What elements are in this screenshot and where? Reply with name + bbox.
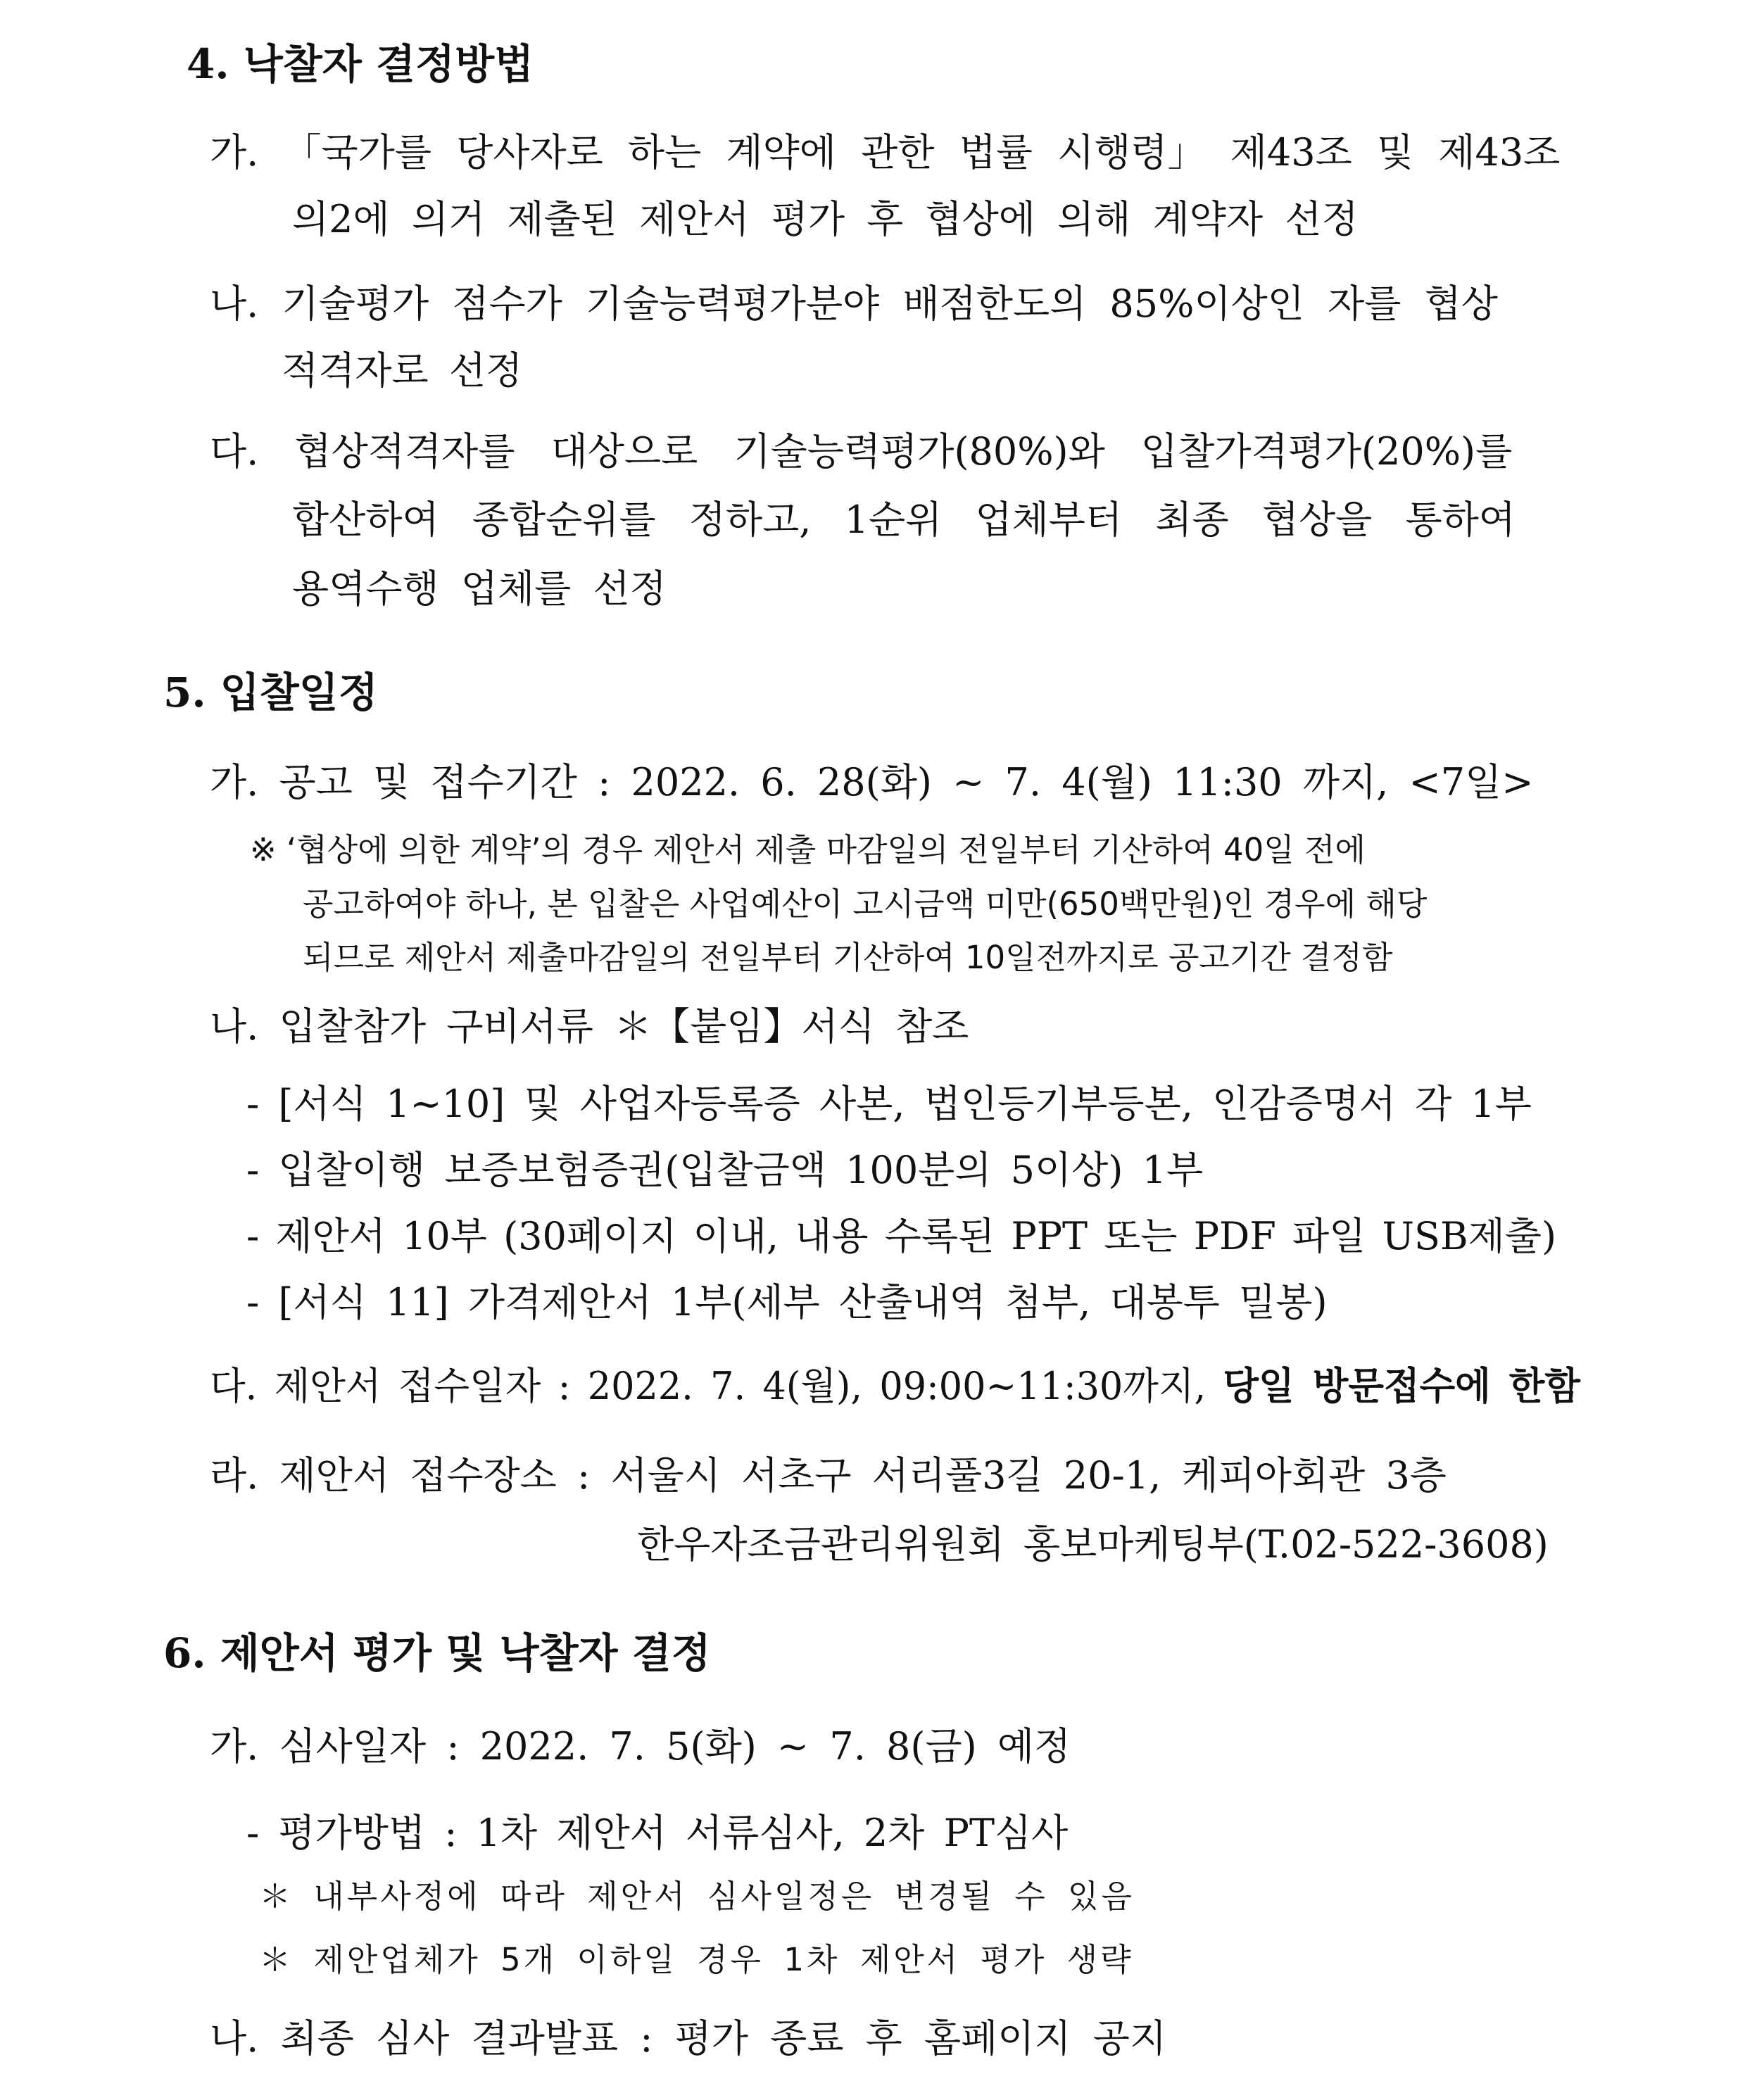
s6-ga-review-date: 가. 심사일자 : 2022. 7. 5(화) ~ 7. 8(금) 예정 [210, 1724, 1071, 1769]
section-5-heading: 5. 입찰일정 [163, 669, 378, 716]
s5-ra-location-line2: 한우자조금관리위원회 홍보마케팅부(T.02-522-3608) [637, 1522, 1549, 1567]
s5-doc-item-4: - [서식 11] 가격제안서 1부(세부 산출내역 첨부, 대봉투 밀봉) [246, 1280, 1328, 1324]
s6-star-note-1: ＊ 내부사정에 따라 제안서 심사일정은 변경될 수 있음 [259, 1878, 1135, 1915]
s4-ga-line2: 의2에 의거 제출된 제안서 평가 후 협상에 의해 계약자 선정 [292, 197, 1359, 241]
section-4-heading: 4. 낙찰자 결정방법 [187, 40, 534, 88]
s5-doc-item-3: - 제안서 10부 (30페이지 이내, 내용 수록된 PPT 또는 PDF 파일 USB제출) [246, 1214, 1557, 1258]
s5-da-text: 다. 제안서 접수일자 : 2022. 7. 4(월), 09:00~11:30까지, [210, 1364, 1207, 1408]
s5-note-line3: 되므로 제안서 제출마감일의 전일부터 기산하여 10일전까지로 공고기간 결정함 [303, 939, 1393, 976]
s4-na-line1: 나. 기술평가 점수가 기술능력평가분야 배점한도의 85%이상인 자를 협상 [210, 282, 1498, 326]
s4-da-line3: 용역수행 업체를 선정 [292, 567, 667, 611]
s4-na-line2: 적격자로 선정 [282, 348, 523, 393]
s5-na-documents: 나. 입찰참가 구비서류 ＊【붙임】서식 참조 [210, 1004, 969, 1049]
section-6-heading: 6. 제안서 평가 및 낙찰자 결정 [163, 1629, 711, 1677]
s4-da-line1: 다. 협상적격자를 대상으로 기술능력평가(80%)와 입찰가격평가(20%)를 [210, 429, 1513, 474]
s5-da-emphasis: 당일 방문접수에 한함 [1223, 1364, 1580, 1408]
s6-na-announcement: 나. 최종 심사 결과발표 : 평가 종료 후 홈페이지 공지 [210, 2016, 1167, 2061]
s5-ra-location-line1: 라. 제안서 접수장소 : 서울시 서초구 서리풀3길 20-1, 케피아회관 3층 [210, 1453, 1447, 1498]
s5-ga-period: 가. 공고 및 접수기간 : 2022. 6. 28(화) ~ 7. 4(월) 11:30 까지, <7일> [210, 760, 1534, 804]
s5-note-line2: 공고하여야 하나, 본 입찰은 사업예산이 고시금액 미만(650백만원)인 경우에 해당 [303, 885, 1428, 923]
s6-star-note-2: ＊ 제안업체가 5개 이하일 경우 1차 제안서 평가 생략 [259, 1941, 1134, 1978]
s4-ga-line1: 가. 「국가를 당사자로 하는 계약에 관한 법률 시행령」 제43조 및 제43조 [210, 130, 1561, 175]
s6-method: - 평가방법 : 1차 제안서 서류심사, 2차 PT심사 [246, 1811, 1069, 1855]
s5-note-line1: ※ ‘협상에 의한 계약’의 경우 제안서 제출 마감일의 전일부터 기산하여 40일 전에 [250, 831, 1366, 868]
s5-doc-item-2: - 입찰이행 보증보험증권(입찰금액 100분의 5이상) 1부 [246, 1148, 1204, 1192]
s4-da-line2: 합산하여 종합순위를 정하고, 1순위 업체부터 최종 협상을 통하여 [292, 498, 1516, 542]
s5-doc-item-1: - [서식 1~10] 및 사업자등록증 사본, 법인등기부등본, 인감증명서 각 1부 [246, 1082, 1532, 1126]
s5-da-receipt-date [210, 1364, 1580, 1408]
